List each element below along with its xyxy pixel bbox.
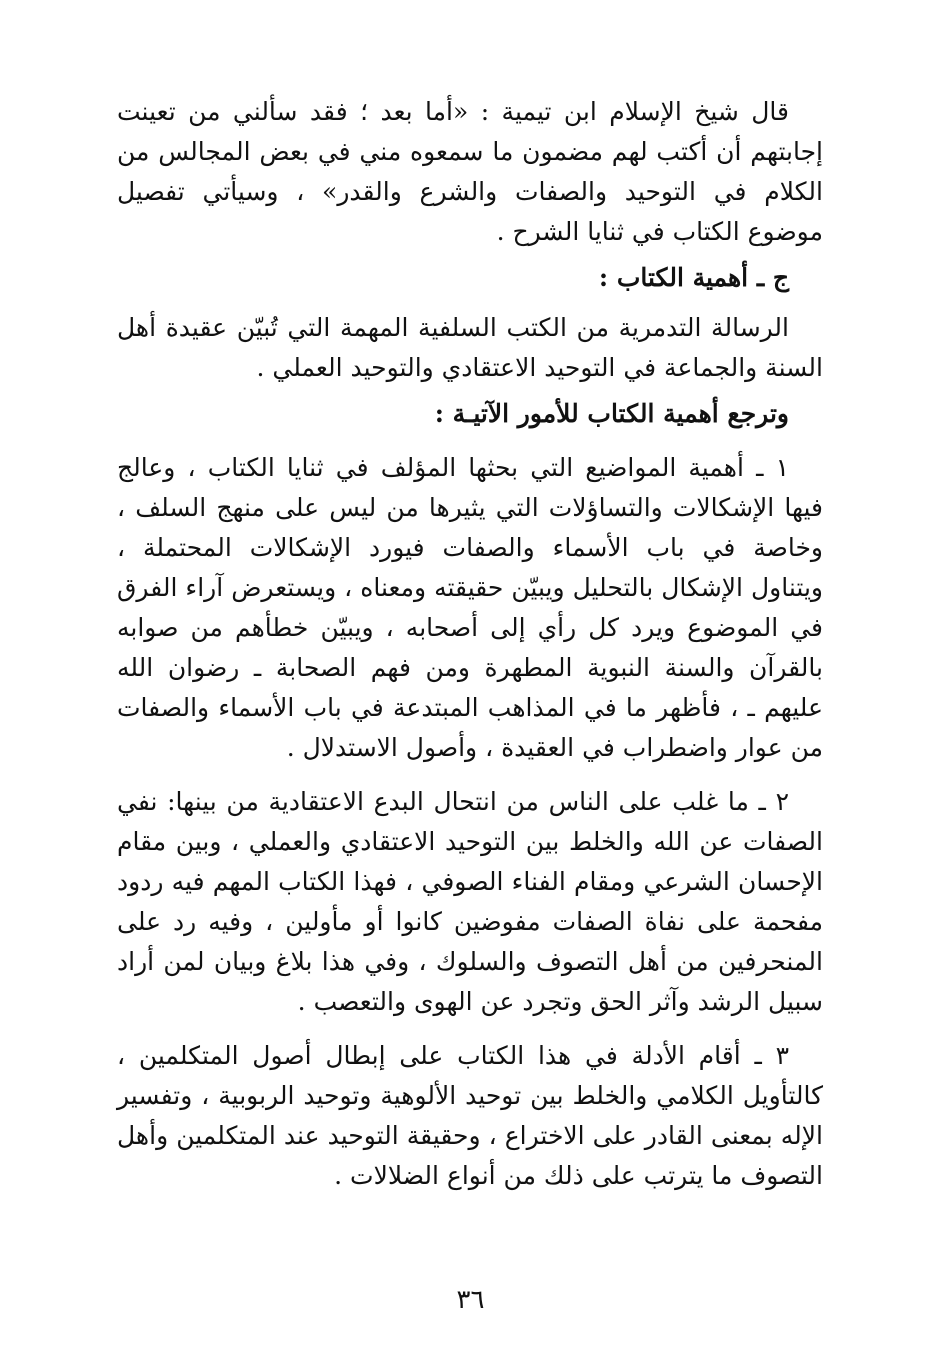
subheading-reasons: وترجع أهمية الكتاب للأمور الآتيـة : (434, 399, 789, 428)
page-body (117, 92, 823, 1332)
section-heading-importance: ج ـ أهمية الكتاب : (598, 263, 789, 292)
intro-paragraph: قال شيخ الإسلام ابن تيمية : «أما بعد ؛ فقد سألني من تعينت إجابتهم أن أكتب لهم مضمون ما سمعوه مني في بعض المجالس من الكلام في التوحيد والصفات والشرع والقدر» ، وسيأتي تفصيل موضوع الكتاب في ثنايا الشرح . (117, 97, 823, 246)
point-1-paragraph: ١ ـ أهمية المواضيع التي بحثها المؤلف في ثنايا الكتاب ، وعالج فيها الإشكالات والتساؤلات التي يثيرها من ليس على منهج السلف ، وخاصة في باب الأسماء والصفات فيورد الإشكالات المحتملة ، ويتناول الإشكال بالتحليل ويبيّن حقيقته ومعناه ، ويستعرض آراء الفرق في الموضوع ويرد كل رأي إلى أصحابه ، ويبيّن خطأهم من صوابه بالقرآن والسنة النبوية المطهرة ومن فهم الصحابة ـ رضوان الله عليهم ـ ، فأظهر ما في المذاهب المبتدعة في باب الأسماء والصفات من عوار واضطراب في العقيدة ، وأصول الاستدلال . (117, 453, 823, 762)
point-2-paragraph: ٢ ـ ما غلب على الناس من انتحال البدع الاعتقادية من بينها: نفي الصفات عن الله والخلط بين التوحيد الاعتقادي والعملي ، وبين مقام الإحسان الشرعي ومقام الفناء الصوفي ، فهذا الكتاب المهم فيه ردود مفحمة على نفاة الصفات مفوضين كانوا أو مأولين ، وفيه رد على المنحرفين من أهل التصوف والسلوك ، وفي هذا بلاغ وبيان لمن أراد سبيل الرشد وآثر الحق وتجرد عن الهوى والتعصب . (117, 787, 823, 1016)
page-number: ٣٦ (456, 1285, 485, 1315)
point-3-paragraph: ٣ ـ أقام الأدلة في هذا الكتاب على إبطال أصول المتكلمين ، كالتأويل الكلامي والخلط بين توحيد الألوهية وتوحيد الربوبية ، وتفسير الإله بمعنى القادر على الاختراع ، وحقيقة التوحيد عند المتكلمين وأهل التصوف ما يترتب على ذلك من أنواع الضلالات . (117, 1041, 823, 1190)
importance-paragraph: الرسالة التدمرية من الكتب السلفية المهمة التي تُبيّن عقيدة أهل السنة والجماعة في التوحيد الاعتقادي والتوحيد العملي . (117, 313, 823, 382)
